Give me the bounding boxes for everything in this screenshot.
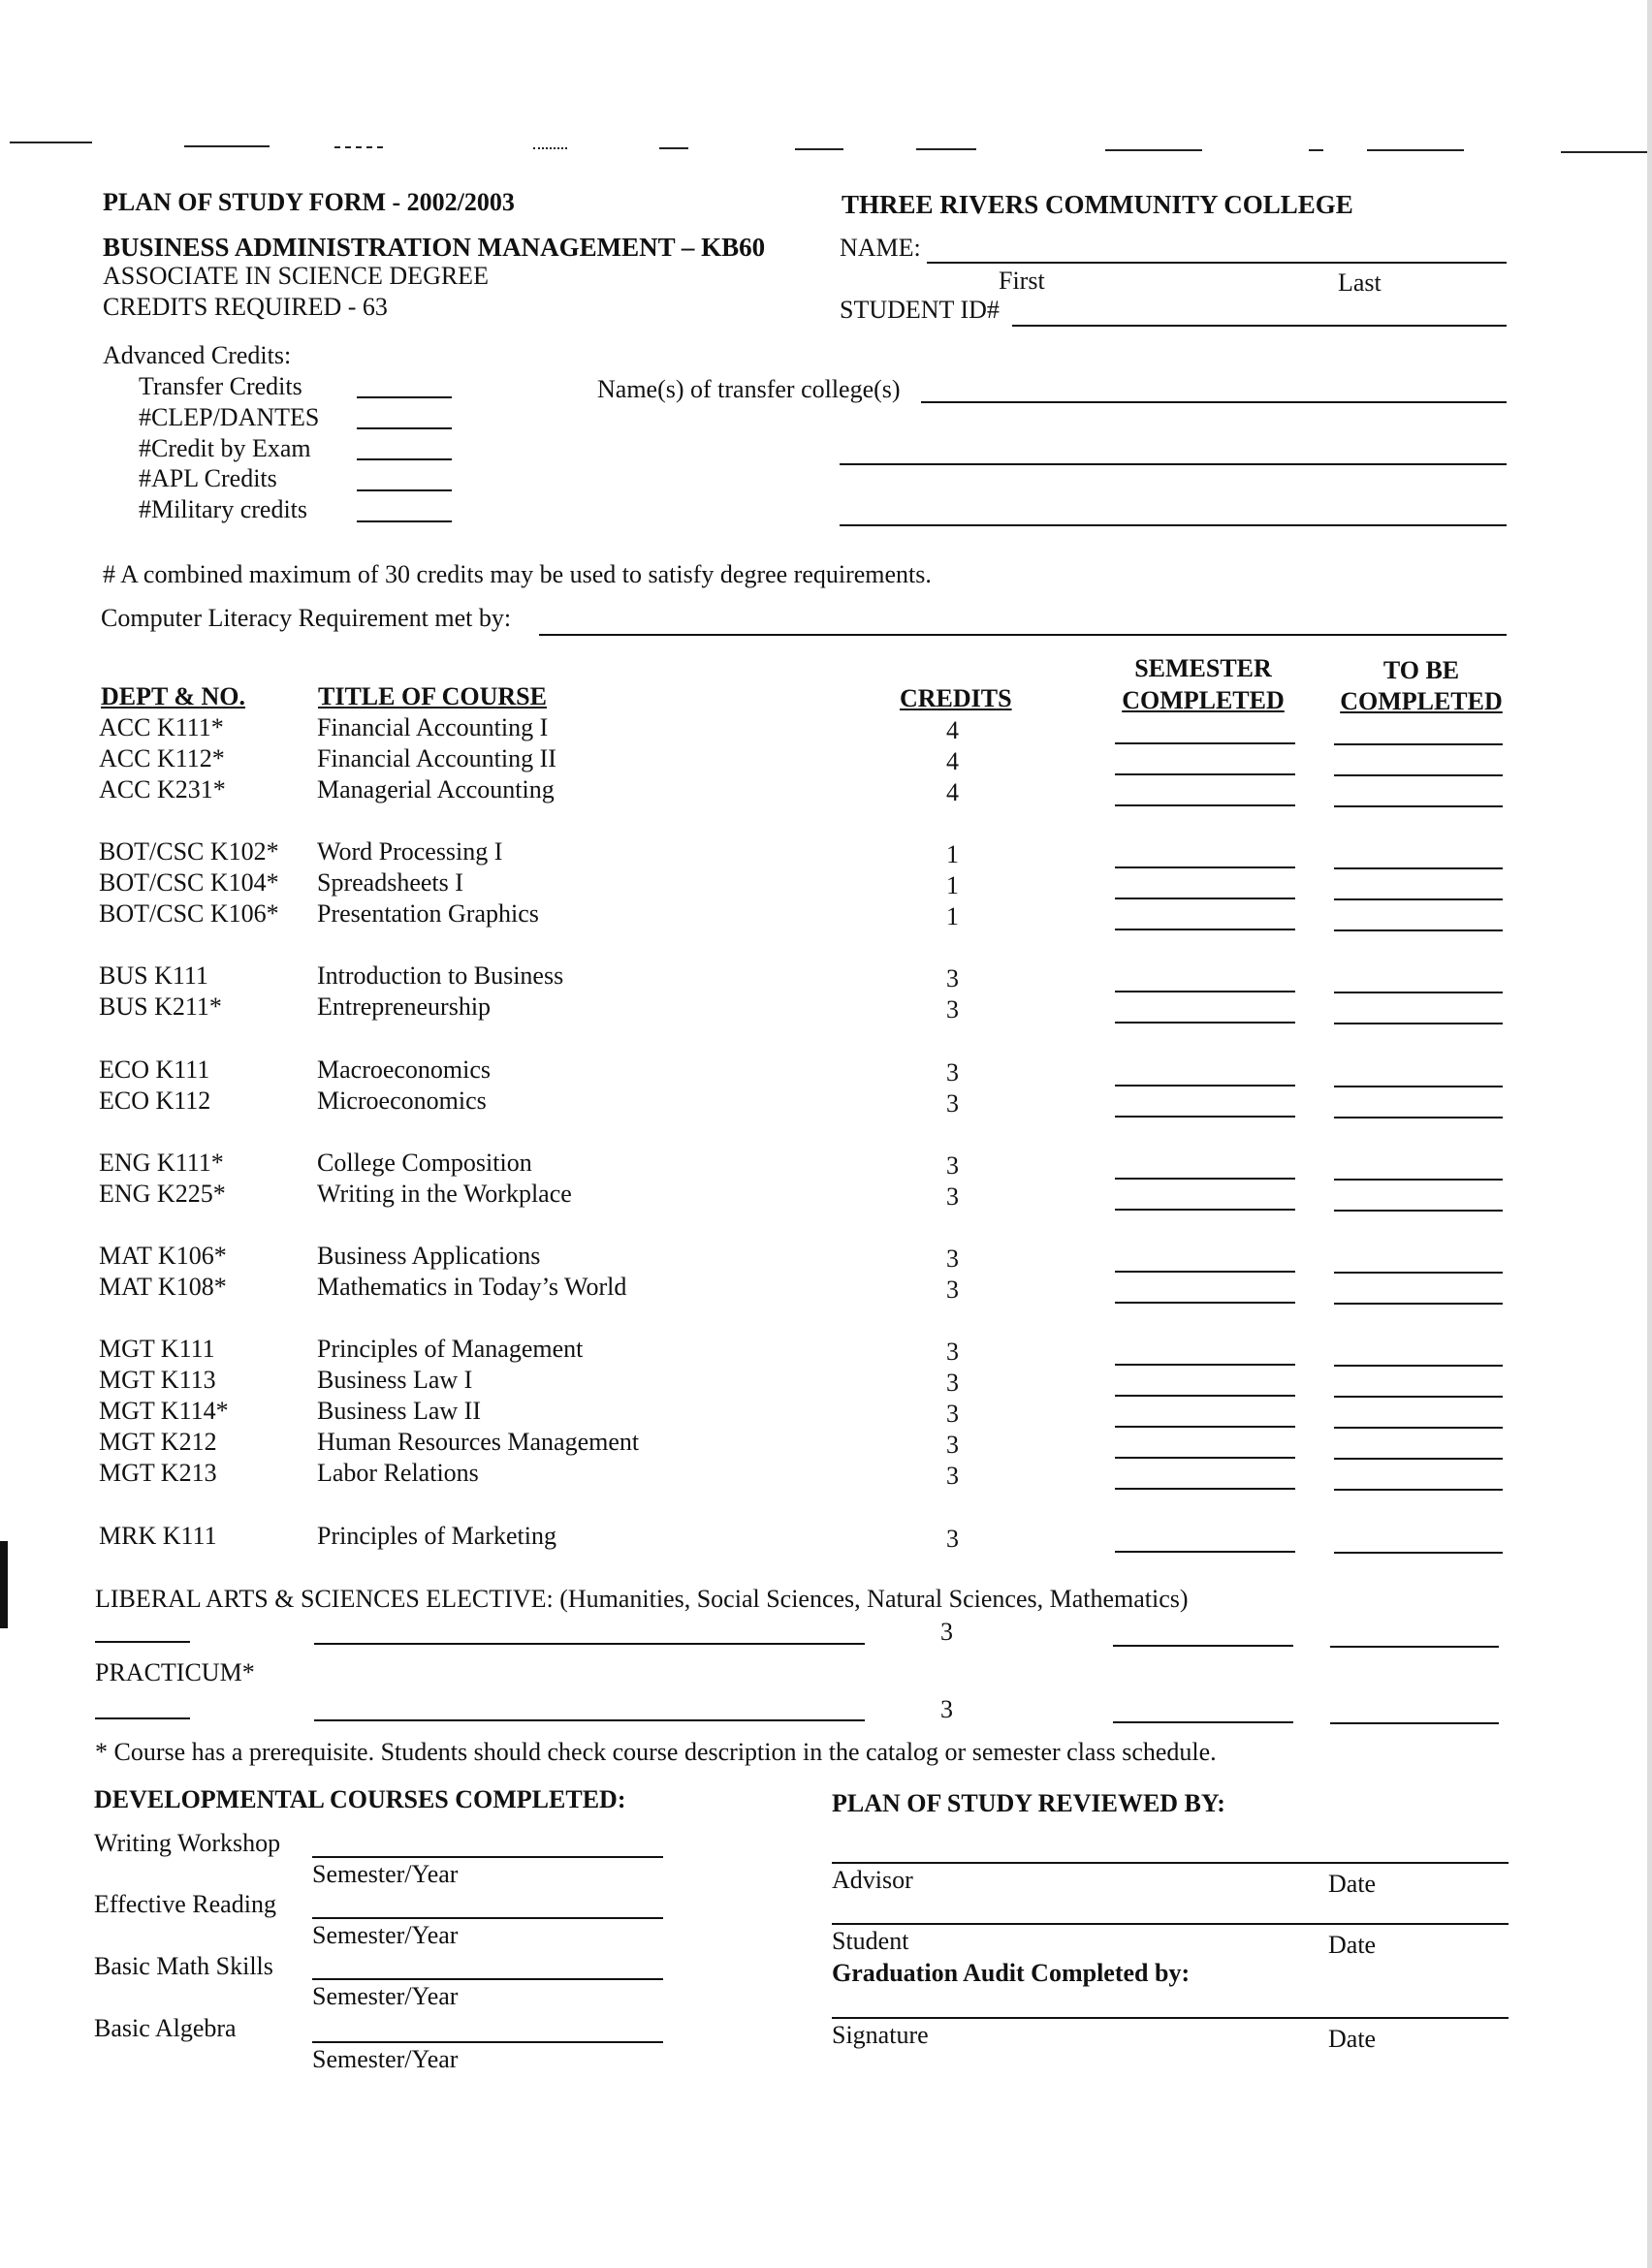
effective-reading-field[interactable]	[312, 1917, 663, 1919]
course-dept: ENG K225*	[99, 1180, 226, 1208]
course-credits: 1	[946, 902, 959, 930]
course-dept: MGT K212	[99, 1428, 217, 1456]
semester-completed-field[interactable]	[1115, 773, 1295, 775]
to-be-completed-field[interactable]	[1334, 1489, 1503, 1491]
semester-year-label: Semester/Year	[312, 1921, 459, 1949]
title-header: TITLE OF COURSE	[318, 682, 547, 710]
credits-required: CREDITS REQUIRED - 63	[103, 293, 388, 321]
semester-completed-field[interactable]	[1115, 1022, 1295, 1024]
advanced-credit-label: #CLEP/DANTES	[139, 403, 320, 431]
course-dept: BUS K111	[99, 961, 208, 990]
program-title: BUSINESS ADMINISTRATION MANAGEMENT – KB60	[103, 233, 766, 262]
course-credits: 3	[946, 1244, 959, 1273]
course-title: Presentation Graphics	[317, 899, 539, 928]
course-title: Introduction to Business	[317, 961, 564, 990]
course-credits: 1	[946, 840, 959, 868]
semester-completed-field[interactable]	[1115, 1085, 1295, 1087]
course-credits: 3	[946, 1151, 959, 1180]
course-credits: 4	[946, 778, 959, 806]
semester-completed-field[interactable]	[1115, 1395, 1295, 1397]
semester-completed-field[interactable]	[1115, 929, 1295, 930]
to-be-completed-field[interactable]	[1334, 1365, 1503, 1367]
developmental-course: Basic Algebra	[94, 2014, 237, 2042]
semester-year-label: Semester/Year	[312, 1982, 459, 2010]
course-dept: MAT K108*	[99, 1273, 227, 1301]
course-credits: 3	[946, 1462, 959, 1490]
course-title: Financial Accounting II	[317, 744, 556, 772]
course-dept: ACC K111*	[99, 713, 224, 741]
semester-completed-field[interactable]	[1115, 804, 1295, 806]
course-credits: 3	[946, 1089, 959, 1118]
developmental-course: Effective Reading	[94, 1890, 276, 1918]
course-title: Macroeconomics	[317, 1055, 492, 1084]
course-dept: ACC K231*	[99, 775, 226, 803]
writing-workshop-field[interactable]	[312, 1856, 663, 1858]
semester-completed-field[interactable]	[1115, 1302, 1295, 1304]
student-signature-field[interactable]	[832, 1923, 1509, 1925]
semester-completed-field[interactable]	[1115, 1426, 1295, 1428]
audit-signature-field[interactable]	[832, 2017, 1509, 2019]
advisor-signature-field[interactable]	[832, 1862, 1509, 1864]
course-title: Principles of Marketing	[317, 1522, 556, 1550]
computer-literacy-field[interactable]	[539, 634, 1507, 636]
course-credits: 4	[946, 716, 959, 744]
course-dept: MAT K106*	[99, 1242, 227, 1270]
course-credits: 1	[946, 871, 959, 899]
transfer-credits-field[interactable]	[357, 396, 452, 398]
semester-completed-field[interactable]	[1115, 1551, 1295, 1553]
course-credits: 3	[946, 1182, 959, 1211]
student-id-field[interactable]	[1012, 325, 1507, 327]
course-dept: BUS K211*	[99, 992, 222, 1021]
military-credits-field[interactable]	[357, 520, 452, 522]
course-title: Spreadsheets I	[317, 868, 463, 897]
to-be-completed-field[interactable]	[1334, 1552, 1503, 1554]
to-be-completed-field[interactable]	[1334, 774, 1503, 776]
course-dept: BOT/CSC K104*	[99, 868, 279, 897]
to-be-completed-field[interactable]	[1334, 1272, 1503, 1274]
to-be-completed-field[interactable]	[1334, 1210, 1503, 1212]
semester-completed-field[interactable]	[1115, 1116, 1295, 1118]
advanced-credit-label: Transfer Credits	[139, 372, 302, 400]
transfer-college-field[interactable]	[921, 401, 1507, 403]
review-heading: PLAN OF STUDY REVIEWED BY:	[832, 1789, 1225, 1817]
semester-completed-field[interactable]	[1115, 1178, 1295, 1180]
course-dept: BOT/CSC K102*	[99, 837, 279, 866]
elective-dept-field[interactable]	[95, 1641, 190, 1643]
practicum-tobe-field[interactable]	[1330, 1722, 1499, 1724]
course-credits: 3	[946, 964, 959, 992]
semester-completed-field[interactable]	[1115, 1457, 1295, 1459]
course-credits: 3	[946, 1338, 959, 1366]
elective-label: LIBERAL ARTS & SCIENCES ELECTIVE: (Humanities, Social Sciences, Natural Sciences, Mathematics)	[95, 1585, 1189, 1613]
practicum-label: PRACTICUM*	[95, 1658, 255, 1686]
advisor-date-label: Date	[1328, 1870, 1377, 1898]
course-title: Labor Relations	[317, 1459, 479, 1487]
to-be-completed-field[interactable]	[1334, 929, 1503, 931]
signature-label: Signature	[832, 2021, 929, 2049]
course-credits: 3	[946, 1369, 959, 1397]
course-dept: MGT K213	[99, 1459, 217, 1487]
course-title: Microeconomics	[317, 1087, 487, 1115]
semester-completed-field[interactable]	[1115, 1488, 1295, 1490]
elective-tobe-field[interactable]	[1330, 1646, 1499, 1648]
course-title: Business Law I	[317, 1366, 473, 1394]
student-date-label: Date	[1328, 1931, 1377, 1959]
advanced-credit-label: #Credit by Exam	[139, 434, 311, 462]
course-title: Entrepreneurship	[317, 992, 492, 1021]
course-title: Word Processing I	[317, 837, 503, 866]
semester-completed-field[interactable]	[1115, 991, 1295, 992]
course-title: Financial Accounting I	[317, 713, 549, 741]
elective-semester-field[interactable]	[1113, 1645, 1293, 1647]
course-title: Principles of Management	[317, 1335, 584, 1363]
prerequisite-footnote: * Course has a prerequisite. Students should check course description in the catalog or semester class schedule.	[95, 1738, 1217, 1766]
to-be-completed-field[interactable]	[1334, 1117, 1503, 1118]
transfer-college-field[interactable]	[840, 463, 1507, 465]
degree-label: ASSOCIATE IN SCIENCE DEGREE	[103, 262, 489, 290]
course-credits: 3	[946, 1058, 959, 1087]
course-dept: MGT K111	[99, 1335, 215, 1363]
to-be-completed-field[interactable]	[1334, 1427, 1503, 1429]
practicum-dept-field[interactable]	[95, 1717, 190, 1719]
advanced-credit-label: #Military credits	[139, 495, 308, 523]
advisor-label: Advisor	[832, 1866, 913, 1894]
course-credits: 4	[946, 747, 959, 775]
advanced-credits-heading: Advanced Credits:	[103, 341, 292, 369]
developmental-heading: DEVELOPMENTAL COURSES COMPLETED:	[94, 1785, 626, 1813]
to-be-completed-field[interactable]	[1334, 1179, 1503, 1181]
course-title: Human Resources Management	[317, 1428, 640, 1456]
first-label: First	[999, 267, 1045, 295]
course-title: Business Law II	[317, 1397, 481, 1425]
course-dept: MRK K111	[99, 1522, 217, 1550]
combined-max-note: # A combined maximum of 30 credits may be used to satisfy degree requirements.	[103, 560, 932, 588]
semester-completed-field[interactable]	[1115, 1271, 1295, 1273]
advanced-credit-label: #APL Credits	[139, 464, 277, 492]
audit-date-label: Date	[1328, 2025, 1377, 2053]
elective-title-field[interactable]	[314, 1643, 865, 1645]
dept-header: DEPT & NO.	[101, 682, 246, 710]
course-title: Business Applications	[317, 1242, 541, 1270]
course-dept: ENG K111*	[99, 1149, 224, 1177]
college-name: THREE RIVERS COMMUNITY COLLEGE	[842, 190, 1353, 219]
name-field[interactable]	[927, 262, 1507, 264]
semester-completed-field[interactable]	[1115, 866, 1295, 868]
practicum-semester-field[interactable]	[1113, 1721, 1293, 1723]
elective-credits: 3	[940, 1618, 953, 1646]
to-be-completed-field[interactable]	[1334, 867, 1503, 869]
course-credits: 3	[946, 1400, 959, 1428]
practicum-credits: 3	[940, 1695, 953, 1723]
last-label: Last	[1338, 268, 1382, 297]
course-title: Writing in the Workplace	[317, 1180, 572, 1208]
to-be-completed-field[interactable]	[1334, 1086, 1503, 1087]
student-id-label: STUDENT ID#	[840, 296, 1000, 324]
semester-year-label: Semester/Year	[312, 1860, 459, 1888]
semester-completed-field[interactable]	[1115, 1364, 1295, 1366]
to-be-completed-field[interactable]	[1334, 1458, 1503, 1460]
to-be-completed-field[interactable]	[1334, 743, 1503, 745]
to-be-completed-field[interactable]	[1334, 992, 1503, 993]
semester-completed-field[interactable]	[1115, 1209, 1295, 1211]
to-be-completed-field[interactable]	[1334, 1303, 1503, 1305]
developmental-course: Basic Math Skills	[94, 1952, 273, 1980]
to-be-completed-field[interactable]	[1334, 1023, 1503, 1024]
to-be-completed-field[interactable]	[1334, 805, 1503, 807]
form-title: PLAN OF STUDY FORM - 2002/2003	[103, 188, 515, 216]
transfer-college-label: Name(s) of transfer college(s)	[597, 375, 901, 403]
practicum-title-field[interactable]	[314, 1719, 865, 1721]
course-credits: 3	[946, 1276, 959, 1304]
apl-credits-field[interactable]	[357, 489, 452, 491]
credits-header: CREDITS	[900, 684, 1012, 712]
course-credits: 3	[946, 995, 959, 1024]
clep-field[interactable]	[357, 427, 452, 429]
course-dept: ECO K112	[99, 1087, 211, 1115]
course-credits: 3	[946, 1525, 959, 1553]
to-be-completed-field[interactable]	[1334, 1396, 1503, 1398]
course-dept: ACC K112*	[99, 744, 225, 772]
name-label: NAME:	[840, 234, 921, 262]
basic-algebra-field[interactable]	[312, 2041, 663, 2043]
student-label: Student	[832, 1927, 909, 1955]
developmental-course: Writing Workshop	[94, 1829, 281, 1857]
basic-math-field[interactable]	[312, 1978, 663, 1980]
course-dept: MGT K113	[99, 1366, 216, 1394]
course-dept: BOT/CSC K106*	[99, 899, 279, 928]
course-title: College Composition	[317, 1149, 532, 1177]
computer-literacy-label: Computer Literacy Requirement met by:	[101, 604, 512, 632]
credit-by-exam-field[interactable]	[357, 458, 452, 460]
semester-year-label: Semester/Year	[312, 2045, 459, 2073]
semester-completed-field[interactable]	[1115, 742, 1295, 744]
course-credits: 3	[946, 1431, 959, 1459]
transfer-college-field[interactable]	[840, 524, 1507, 526]
course-title: Managerial Accounting	[317, 775, 555, 803]
semester-header-2: COMPLETED	[1122, 686, 1285, 714]
tobe-header: TO BE	[1382, 656, 1460, 684]
tobe-header-2: COMPLETED	[1340, 687, 1503, 715]
course-dept: ECO K111	[99, 1055, 210, 1084]
course-dept: MGT K114*	[99, 1397, 229, 1425]
semester-completed-field[interactable]	[1115, 898, 1295, 899]
course-title: Mathematics in Today’s World	[317, 1273, 627, 1301]
semester-header: SEMESTER	[1134, 654, 1272, 682]
graduation-audit-heading: Graduation Audit Completed by:	[832, 1959, 1191, 1987]
to-be-completed-field[interactable]	[1334, 898, 1503, 900]
